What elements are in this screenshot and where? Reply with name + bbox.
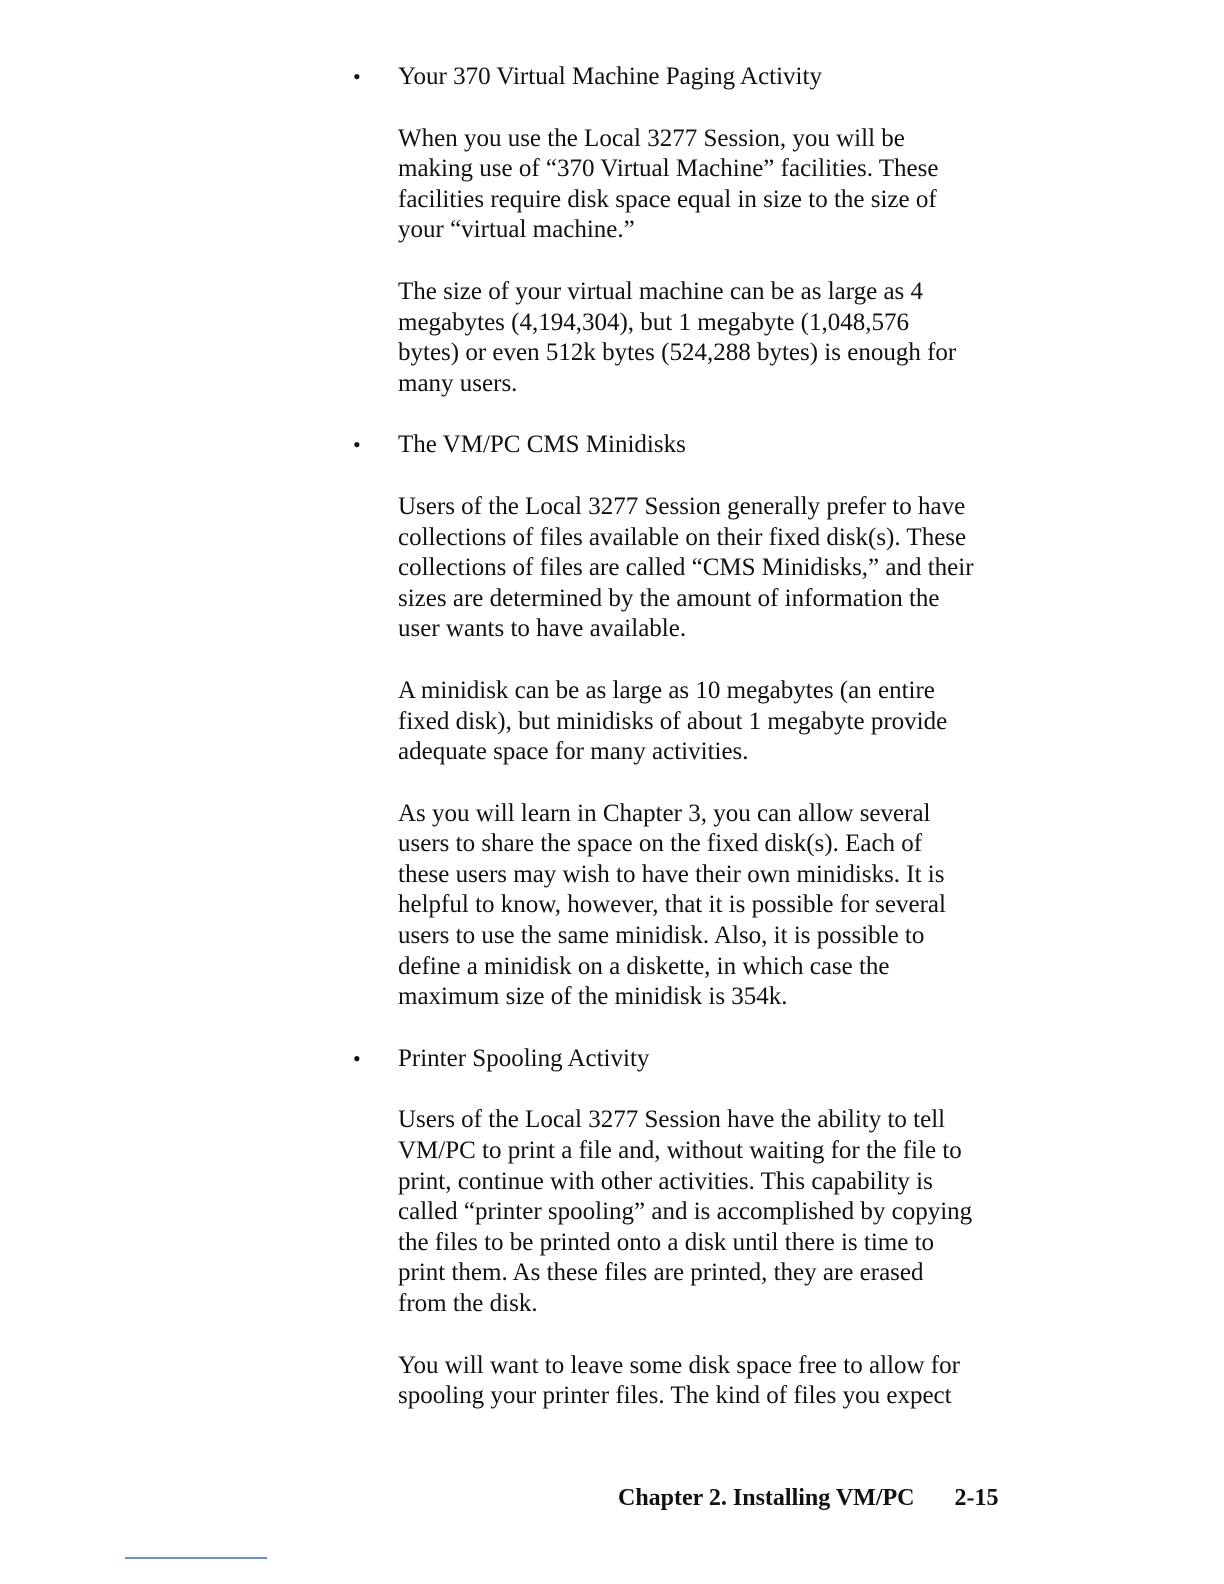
section-title: The VM/PC CMS Minidisks	[398, 431, 686, 459]
paragraph: As you will learn in Chapter 3, you can allow several users to share the space on the fixed disk(s). Each of these users may wish to have their own minidisks. It is helpful to know, however, that it is possible for several users to use the same minidisk. Also, it is possible to define a minidisk on a diskette, in which case the maximum size of the minidisk is 354k.	[398, 799, 946, 1011]
bullet-icon: •	[353, 432, 361, 458]
section-title: Printer Spooling Activity	[398, 1044, 650, 1072]
paragraph: You will want to leave some disk space free to allow for spooling your printer files. The kind of files you expect	[398, 1351, 960, 1410]
bottom-rule	[125, 1557, 267, 1559]
footer-page-number: 2-15	[954, 1485, 999, 1511]
bullet-item	[353, 430, 1038, 461]
bullet-item	[353, 1044, 1038, 1075]
page-content	[353, 62, 1038, 1443]
page-footer	[618, 1485, 1038, 1512]
paragraph: Users of the Local 3277 Session have the ability to tell VM/PC to print a file and, without waiting for the file to print, continue with other activities. This capability is called “printer spooling” and is accomplished by copying the files to be printed onto a disk until there is time to print them. As these files are printed, they are erased from the disk.	[398, 1106, 973, 1317]
bullet-item	[353, 62, 1038, 93]
paragraph: A minidisk can be as large as 10 megabytes (an entire fixed disk), but minidisks of about 1 megabyte provide adequate space for many activities.	[398, 676, 948, 766]
section-paging-activity	[353, 62, 1038, 399]
footer-chapter-title: Chapter 2. Installing VM/PC	[618, 1485, 915, 1511]
paragraph: When you use the Local 3277 Session, you will be making use of “370 Virtual Machine” facilities. These facilities require disk space equal in size to the size of your “virtual machine.”	[398, 124, 939, 244]
bullet-icon: •	[353, 64, 361, 89]
section-printer-spooling	[353, 1044, 1038, 1412]
section-title: Your 370 Virtual Machine Paging Activity	[398, 63, 822, 90]
bullet-icon: •	[353, 1045, 361, 1071]
section-cms-minidisks	[353, 430, 1038, 1013]
paragraph: The size of your virtual machine can be as large as 4 megabytes (4,194,304), but 1 megabyte (1,048,576 bytes) or even 512k bytes (524,288 bytes) is enough for many users.	[398, 277, 957, 397]
paragraph: Users of the Local 3277 Session generally prefer to have collections of files available on their fixed disk(s). These collections of files are called “CMS Minidisks,” and their sizes are determined by the amount of information the user wants to have available.	[398, 492, 974, 643]
